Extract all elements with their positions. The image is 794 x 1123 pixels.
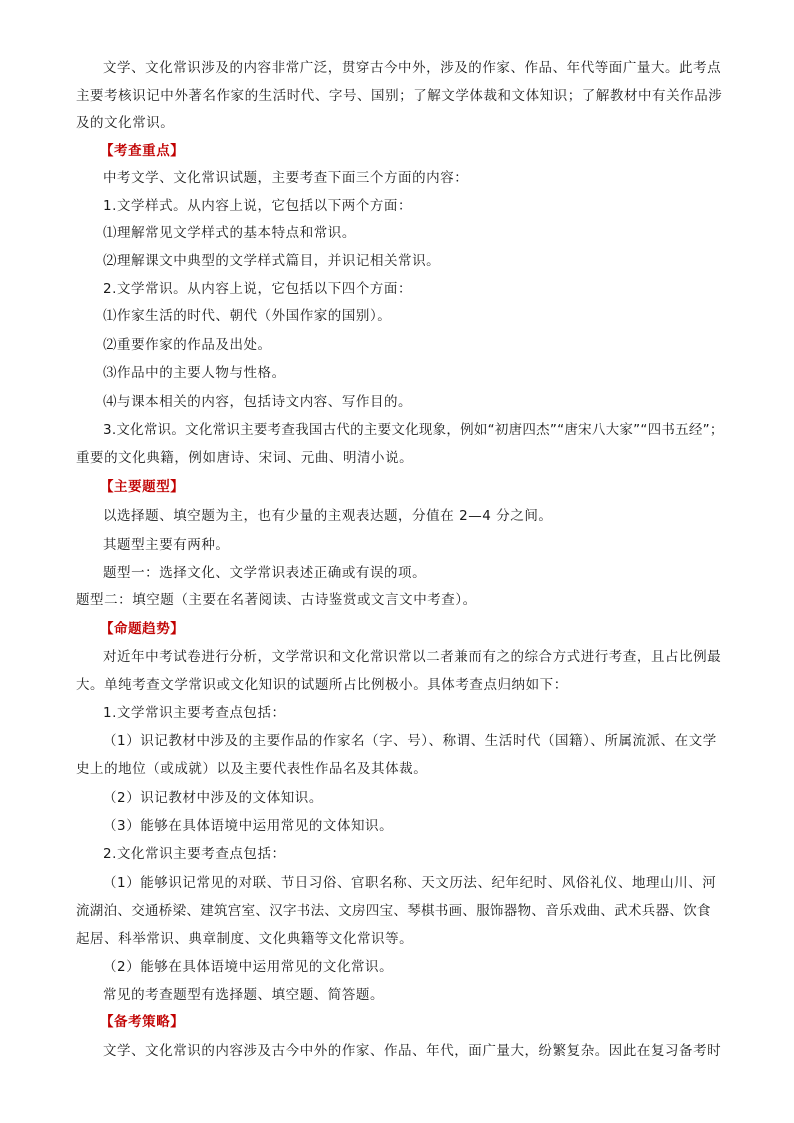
question-types-line: 以选择题、填空题为主，也有少量的主观表达题，分值在 2—4 分之间。 (103, 508, 553, 524)
section-heading-strategy: 【备考策略】 (100, 1014, 185, 1030)
key-points-line: 2.文学常识。从内容上说，它包括以下四个方面： (103, 281, 413, 297)
question-types-line: 其题型主要有两种。 (103, 537, 230, 553)
trends-line: （1）识记教材中涉及的主要作品的作家名（字、号）、称谓、生活时代（国籍）、所属流派、在文学 (103, 733, 717, 749)
trends-line: 起居、科举常识、典章制度、文化典籍等文化常识等。 (76, 931, 414, 947)
key-points-line: ⑴作家生活的时代、朝代（外国作家的国别）。 (103, 308, 392, 324)
key-points-line: 3.文化常识。文化常识主要考查我国古代的主要文化现象，例如“初唐四杰”“唐宋八大家”“四书五经”； (103, 422, 724, 438)
key-points-line: 重要的文化典籍，例如唐诗、宋词、元曲、明清小说。 (76, 450, 414, 466)
intro-line-1: 文学、文化常识涉及的内容非常广泛，贯穿古今中外，涉及的作家、作品、年代等面广量大。此考点 (103, 60, 722, 76)
question-types-line: 题型一：选择文化、文学常识表述正确或有误的项。 (103, 565, 427, 581)
key-points-line: ⑶作品中的主要人物与性格。 (103, 365, 286, 381)
trends-line: 大。单纯考查文学常识或文化知识的试题所占比例极小。具体考查点归纳如下： (76, 677, 568, 693)
key-points-line: 1.文学样式。从内容上说，它包括以下两个方面： (103, 198, 413, 214)
trends-line: 2.文化常识主要考查点包括： (103, 846, 286, 862)
intro-line-2: 主要考核识记中外著名作家的生活时代、字号、国别；了解文学体裁和文体知识；了解教材中有关作品涉 (76, 88, 723, 104)
key-points-line: ⑵重要作家的作品及出处。 (103, 337, 272, 353)
strategy-line: 文学、文化常识的内容涉及古今中外的作家、作品、年代，面广量大，纷繁复杂。因此在复习备考时 (103, 1043, 722, 1059)
key-points-line: ⑷与课本相关的内容，包括诗文内容、写作目的。 (103, 394, 413, 410)
trends-line: 对近年中考试卷进行分析，文学常识和文化常识常以二者兼而有之的综合方式进行考查，且占比例最 (103, 649, 722, 665)
question-types-line: 题型二：填空题（主要在名著阅读、古诗鉴赏或文言文中考查）。 (76, 592, 477, 608)
key-points-line: ⑵理解课文中典型的文学样式篇目，并识记相关常识。 (103, 253, 441, 269)
intro-line-3: 及的文化常识。 (76, 115, 175, 131)
trends-line: 流湖泊、交通桥梁、建筑宫室、汉字书法、文房四宝、琴棋书画、服饰器物、音乐戏曲、武术兵器、饮食 (76, 903, 711, 919)
section-heading-question-types: 【主要题型】 (100, 479, 185, 495)
trends-line: 史上的地位（或成就）以及主要代表性作品名及其体裁。 (76, 761, 428, 777)
key-points-line: ⑴理解常见文学样式的基本特点和常识。 (103, 225, 356, 241)
trends-line: （3）能够在具体语境中运用常见的文体知识。 (103, 818, 394, 834)
trends-line: （2）识记教材中涉及的文体知识。 (103, 790, 323, 806)
trends-line: 1.文学常识主要考查点包括： (103, 705, 286, 721)
trends-line: （1）能够识记常见的对联、节日习俗、官职名称、天文历法、纪年纪时、风俗礼仪、地理山川、河 (103, 875, 717, 891)
key-points-line: 中考文学、文化常识试题，主要考查下面三个方面的内容： (103, 170, 469, 186)
section-heading-trends: 【命题趋势】 (100, 621, 185, 637)
section-heading-key-points: 【考查重点】 (100, 143, 185, 159)
trends-line: 常见的考查题型有选择题、填空题、简答题。 (103, 987, 384, 1003)
trends-line: （2）能够在具体语境中运用常见的文化常识。 (103, 959, 394, 975)
